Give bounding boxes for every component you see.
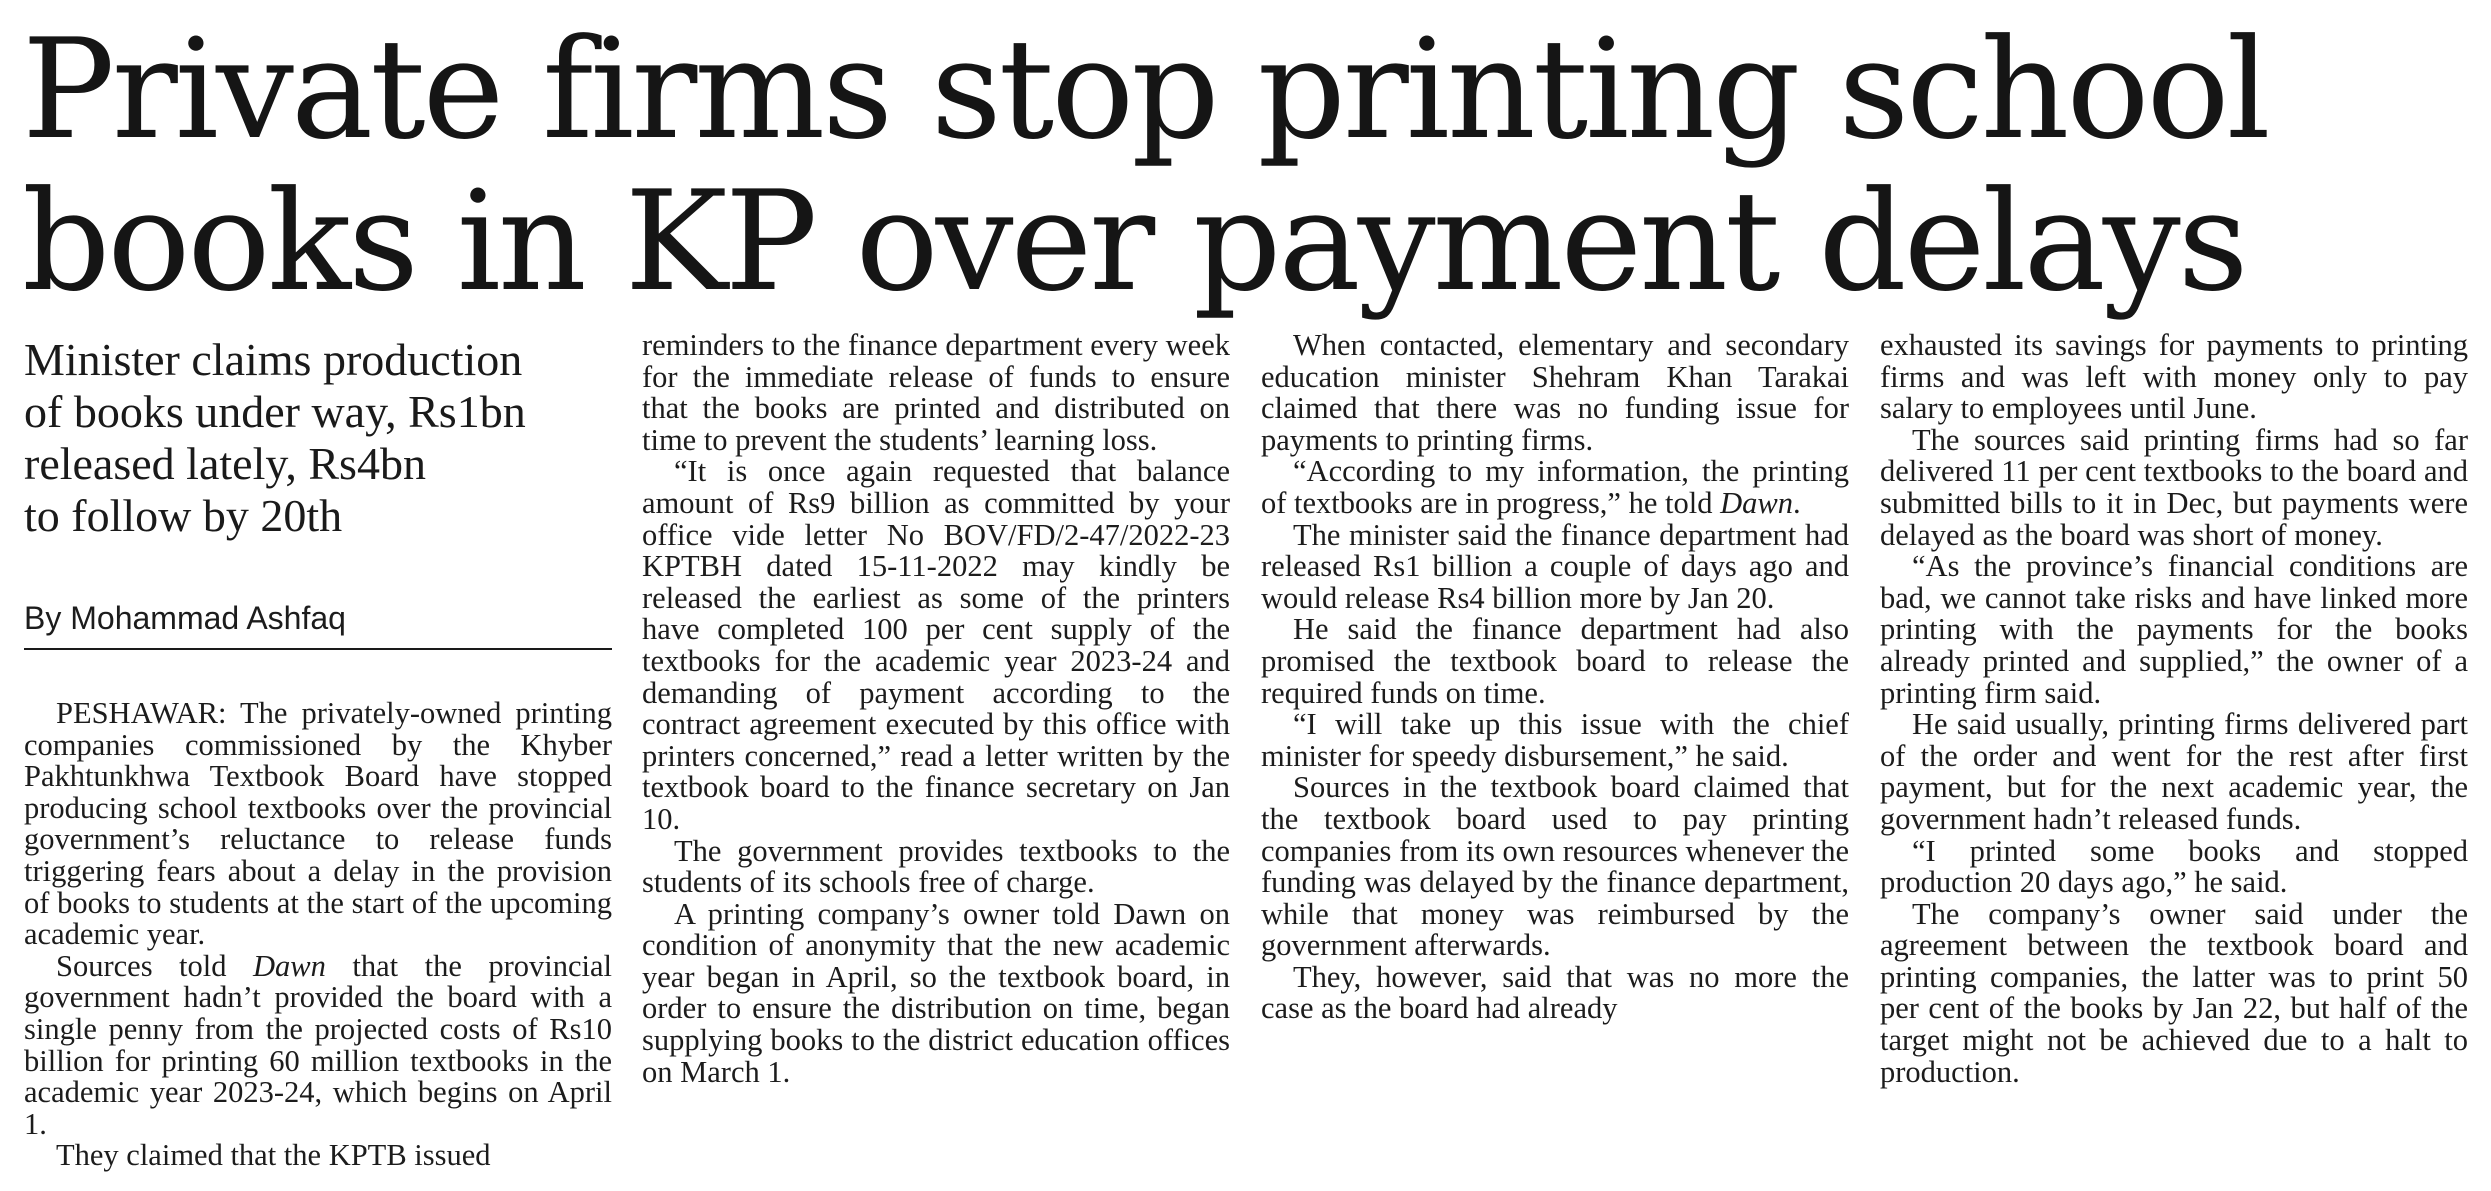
subheadline-line-2: of books under way, Rs1bn — [24, 386, 526, 437]
subheadline-line-1: Minister claims production — [24, 334, 523, 385]
paragraph: He said usually, printing firms delivered part of the order and went for the rest after first payment, but for the next academic year, the government hadn’t released funds. — [1880, 707, 2468, 836]
paragraph: They claimed that the KPTB issued — [56, 1138, 491, 1173]
paragraph: The minister said the finance department had released Rs1 billion a couple of days ago and would release Rs4 billion more by Jan 20. — [1261, 517, 1849, 615]
paragraph: reminders to the finance department every week for the immediate release of funds to ensure that the books are printed and distributed on time to prevent the students’ learning loss. — [642, 330, 1230, 457]
paragraph: The sources said printing firms had so far delivered 11 per cent textbooks to the board and submitted bills to it in Dec, but payments were delayed as the board was short of money. — [1880, 422, 2468, 552]
paragraph: “I printed some books and stopped production 20 days ago,” he said. — [1880, 833, 2468, 900]
paragraph: exhausted its savings for payments to printing firms and was left with money only to pay salary to employees until June. — [1880, 330, 2468, 426]
subheadline-line-3: released lately, Rs4bn — [24, 438, 426, 489]
article-column-3 — [1261, 330, 1849, 1175]
text-run: Sources told — [56, 948, 253, 983]
paragraph: Sources in the textbook board claimed that the textbook board used to pay printing companies from its own resources whenever the funding was delayed by the finance department, while that money was reimbursed by the government afterwards. — [1261, 770, 1849, 963]
paragraph: PESHAWAR: The privately-owned printing companies commissioned by the Khyber Pakhtunkhwa Textbook Board have stopped producing school textbooks over the provincial government’s reluctance to release funds triggering fears about a delay in the provision of books to students at the start of the upcoming academic year. — [24, 696, 612, 952]
article-column-1 — [24, 330, 612, 1175]
publication-name: Dawn — [253, 948, 326, 983]
text-run: . — [1792, 485, 1801, 520]
text-run: that the provincial government hadn’t provided the board with a single penny from the projected costs of Rs10 billion for printing 60 million textbooks in the academic year 2023-24, which begins on April 1. — [24, 948, 612, 1141]
headline-line-1: Private firms stop printing school — [22, 9, 2268, 170]
headline-line-2: books in KP over payment delays — [22, 161, 2246, 322]
paragraph: “As the province’s financial conditions are bad, we cannot take risks and have linked more printing with the payments for the books already printed and supplied,” the owner of a printing firm said. — [1880, 549, 2468, 710]
headline — [22, 9, 2462, 322]
subheadline — [24, 334, 612, 542]
paragraph: The company’s owner said under the agreement between the textbook board and printing companies, the latter was to print 50 per cent of the books by Jan 22, but half of the target might not be achieved due to a halt to production. — [1880, 896, 2468, 1089]
paragraph — [1261, 456, 1849, 519]
byline-spacer — [24, 650, 612, 698]
byline: By Mohammad Ashfaq — [24, 598, 612, 650]
paragraph: He said the finance department had also promised the textbook board to release the required funds on time. — [1261, 612, 1849, 710]
paragraph: A printing company’s owner told Dawn on condition of anonymity that the new academic year began in April, so the textbook board, in order to ensure the distribution on time, began supplying books to the district education offices on March 1. — [642, 896, 1230, 1089]
article-column-4 — [1880, 330, 2468, 1175]
article-column-2 — [642, 330, 1230, 1175]
paragraph — [24, 948, 612, 1141]
paragraph: “It is once again requested that balance amount of Rs9 billion as committed by your office vide letter No BOV/FD/2-47/2022-23 KPTBH dated 15-11-2022 may kindly be released the earliest as some of the printers have completed 100 per cent supply of the textbooks for the academic year 2023-24 and demanding of payment according to the contract agreement executed by this office with printers concerned,” read a letter written by the textbook board to the finance secretary on Jan 10. — [642, 454, 1230, 836]
publication-name: Dawn — [1720, 485, 1793, 520]
paragraph: They, however, said that was no more the case as the board had already — [1261, 959, 1849, 1026]
paragraph: When contacted, elementary and secondary education minister Shehram Khan Tarakai claimed that there was no funding issue for payments to printing firms. — [1261, 330, 1849, 457]
paragraph: “I will take up this issue with the chief minister for speedy disbursement,” he said. — [1261, 707, 1849, 773]
subheadline-line-4: to follow by 20th — [24, 490, 343, 541]
text-run: “According to my information, the printing of textbooks are in progress,” he told — [1261, 454, 1849, 520]
paragraph: The government provides textbooks to the students of its schools free of charge. — [642, 833, 1230, 900]
